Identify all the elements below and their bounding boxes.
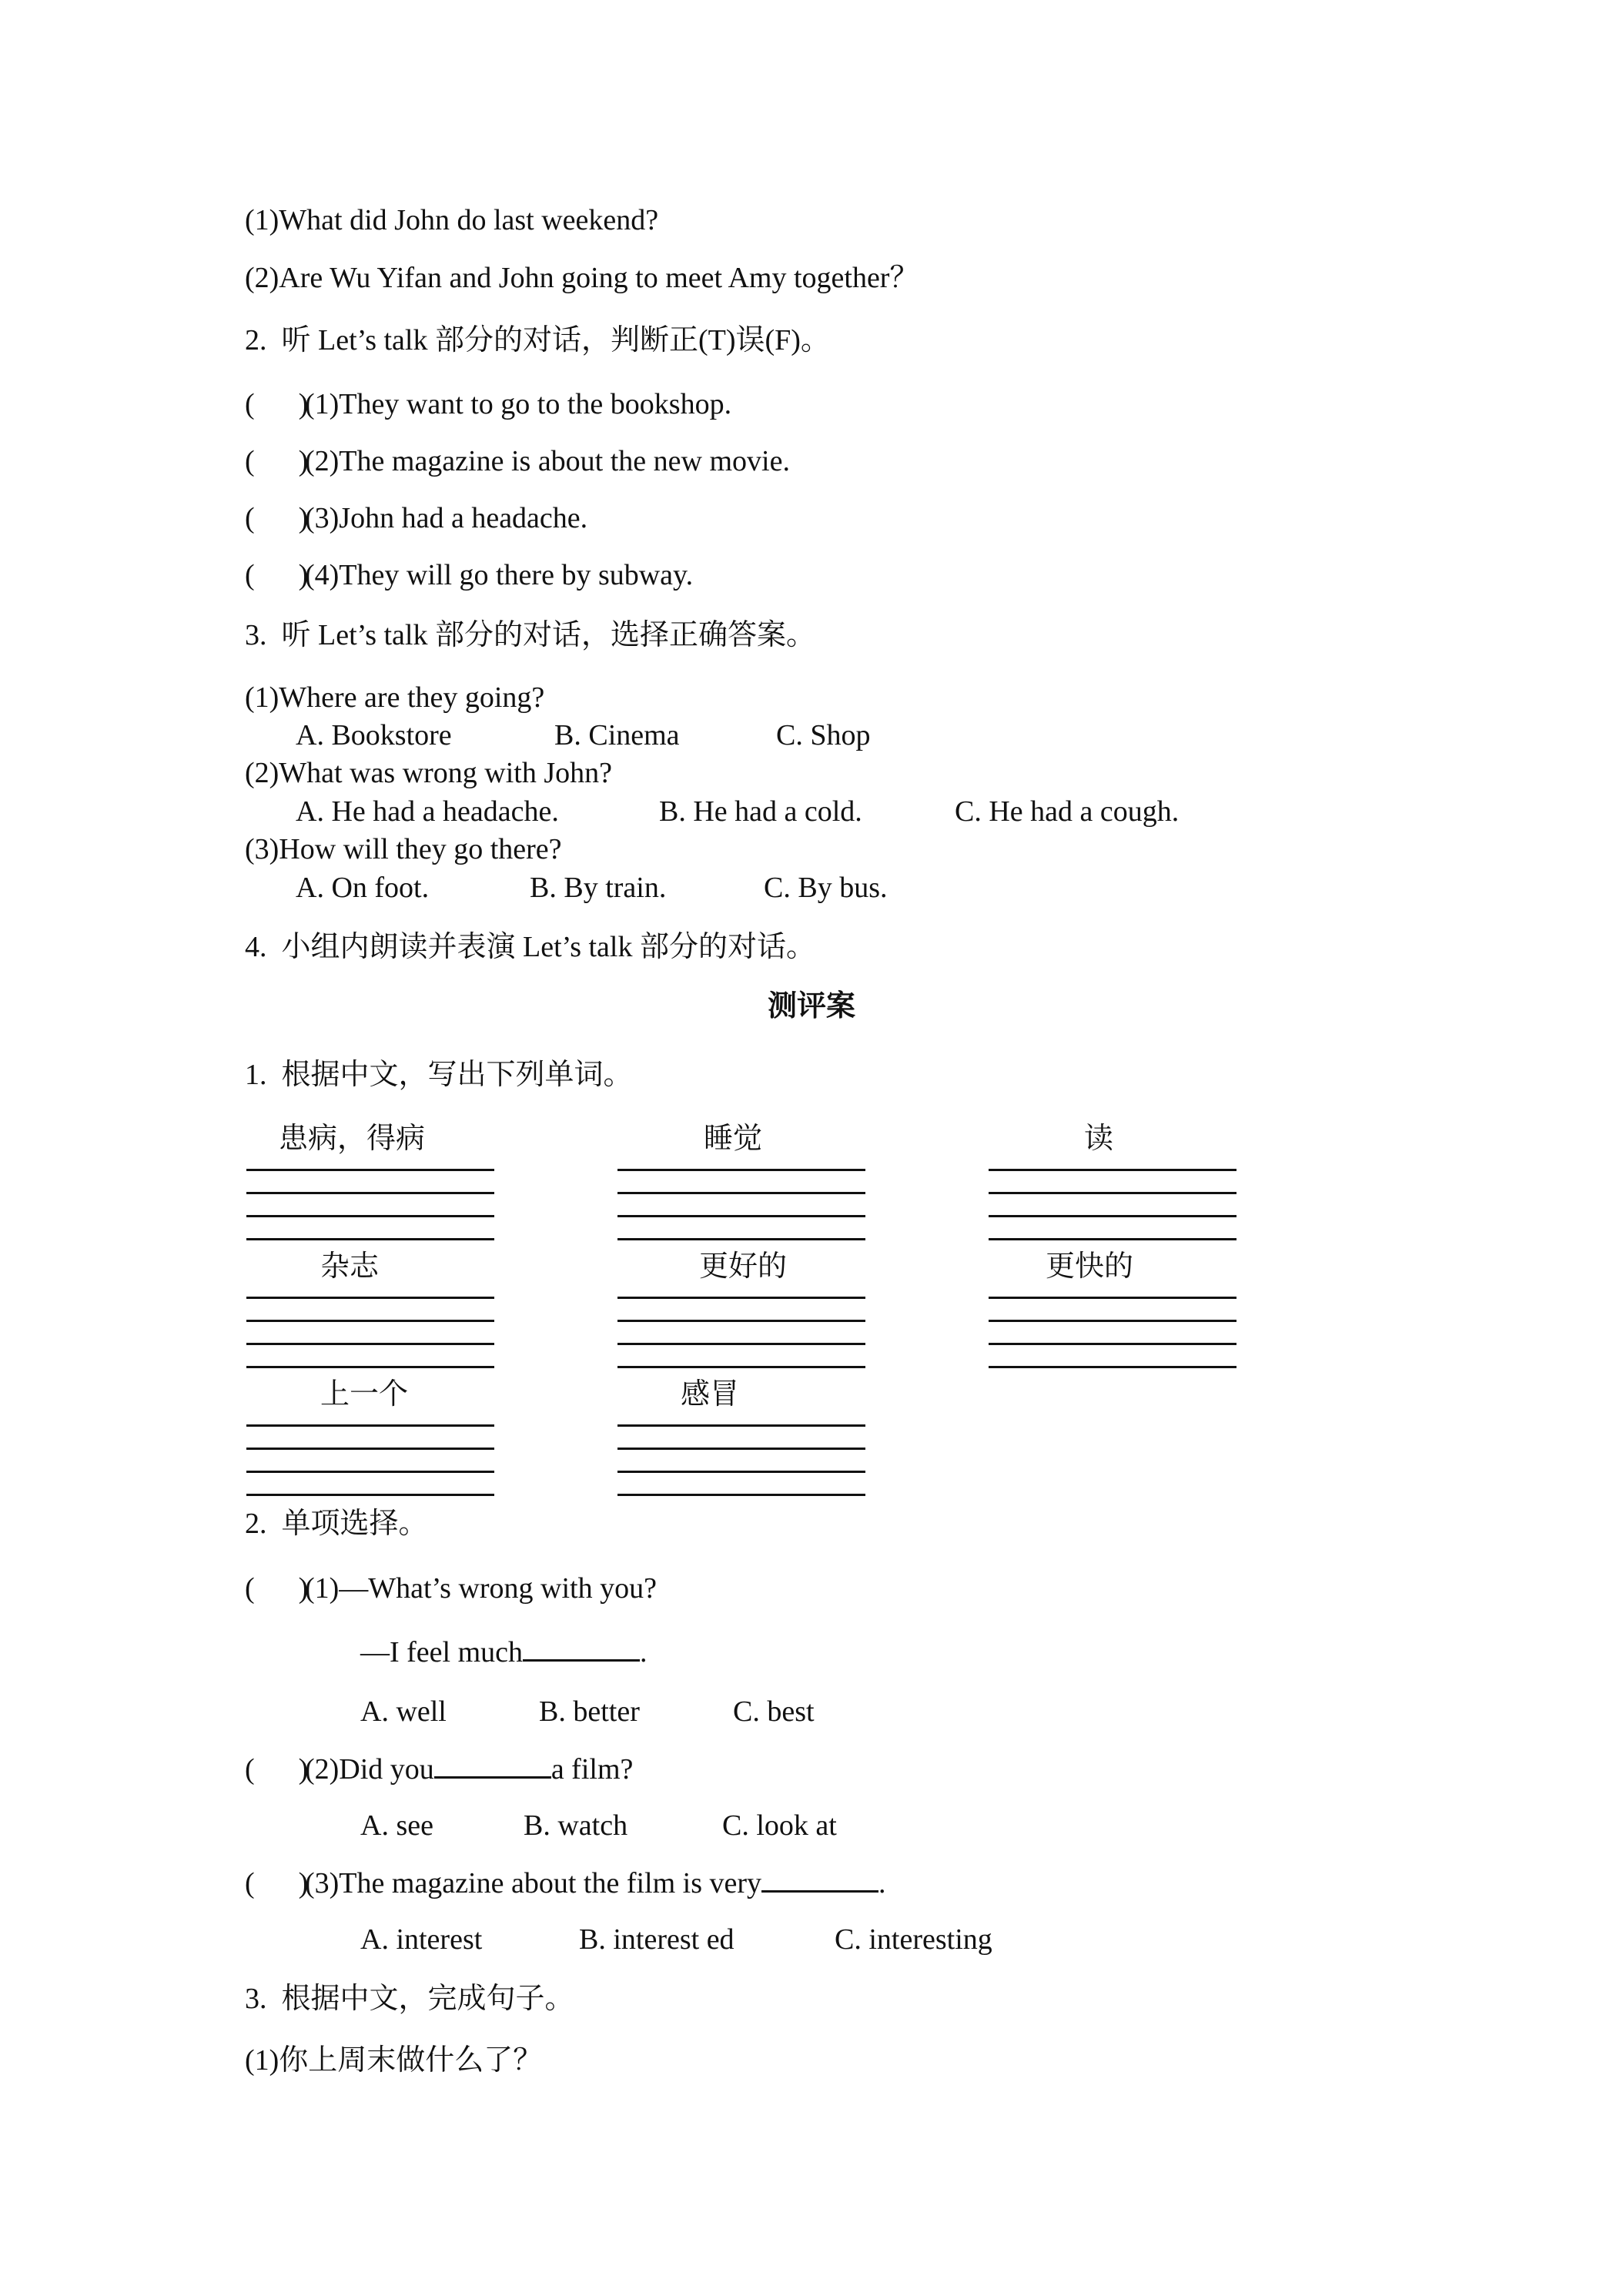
tf-statement: (3)John had a headache.: [305, 502, 588, 534]
tf-statement: (1)They want to go to the bookshop.: [305, 388, 732, 420]
tf-item-2: [245, 443, 790, 480]
choice-q2-option-c[interactable]: C. look at: [722, 1809, 837, 1842]
writing-line: [617, 1297, 865, 1299]
writing-line: [617, 1471, 865, 1473]
writing-line: [246, 1343, 494, 1345]
writing-line: [246, 1297, 494, 1299]
mc-question-1: (1)Where are they going?: [245, 681, 545, 714]
writing-line: [246, 1448, 494, 1450]
writing-line: [617, 1366, 865, 1368]
writing-line: [246, 1238, 494, 1240]
writing-line: [989, 1320, 1236, 1322]
tf-statement: (2)The magazine is about the new movie.: [305, 445, 790, 477]
choice-q1-reply: [360, 1633, 648, 1671]
eval3-heading: 3. 根据中文，完成句子。: [245, 1983, 574, 2015]
section-title: 测评案: [767, 989, 855, 1022]
writing-line: [617, 1448, 865, 1450]
choice-q2: [245, 1750, 633, 1788]
choice-q1-text: (1)—What’s wrong with you?: [305, 1572, 657, 1605]
writing-line: [989, 1238, 1236, 1240]
mc-option-3a[interactable]: A. On foot.: [296, 872, 430, 904]
tf-item-3: [245, 500, 587, 537]
writing-line: [617, 1238, 865, 1240]
writing-line: [617, 1192, 865, 1194]
choice-q2-option-b[interactable]: B. watch: [524, 1809, 628, 1842]
answer-blank[interactable]: [434, 1750, 551, 1779]
choice-q1: [245, 1570, 657, 1607]
choice-q3: [245, 1864, 886, 1902]
writing-line: [617, 1169, 865, 1171]
choice-q1-option-c[interactable]: C. best: [733, 1695, 815, 1728]
writing-line: [617, 1424, 865, 1427]
choice-q1-option-a[interactable]: A. well: [360, 1695, 447, 1728]
answer-blank[interactable]: [761, 1864, 878, 1893]
mc-option-2c[interactable]: C. He had a cough.: [955, 795, 1180, 828]
eval2-heading: 2. 单项选择。: [245, 1508, 428, 1540]
choice-q2-text: (2)Did you: [305, 1753, 434, 1786]
choice-q3-option-b[interactable]: B. interest ed: [579, 1923, 735, 1956]
word-label: 上一个: [320, 1378, 409, 1411]
translate-q1: (1)你上周末做什么了？: [245, 2044, 543, 2077]
mc-option-3b[interactable]: B. By train.: [530, 872, 667, 904]
mc-option-3c[interactable]: C. By bus.: [764, 872, 888, 904]
word-label: 更快的: [1046, 1250, 1134, 1283]
mc-question-3: (3)How will they go there?: [245, 833, 562, 865]
writing-line: [617, 1320, 865, 1322]
writing-line: [989, 1215, 1236, 1217]
word-label: 杂志: [320, 1250, 380, 1283]
answer-paren[interactable]: ( ): [245, 388, 309, 420]
mc-question-2: (2)What was wrong with John?: [245, 757, 613, 789]
part2-heading: 2. 听 Let’s talk 部分的对话，判断正(T)误(F)。: [245, 324, 830, 356]
mc-option-1a[interactable]: A. Bookstore: [296, 719, 452, 751]
question-1-2: (2)Are Wu Yifan and John going to meet Amy together？: [245, 262, 919, 294]
writing-line: [246, 1494, 494, 1496]
period: .: [878, 1867, 886, 1899]
word-label: 读: [1084, 1123, 1114, 1155]
writing-line: [989, 1366, 1236, 1368]
tf-item-1: [245, 386, 731, 423]
writing-line: [246, 1192, 494, 1194]
choice-q3-option-a[interactable]: A. interest: [360, 1923, 483, 1956]
writing-line: [246, 1215, 494, 1217]
answer-paren[interactable]: ( ): [245, 559, 309, 591]
writing-line: [246, 1169, 494, 1171]
writing-line: [246, 1366, 494, 1368]
word-label: 感冒: [681, 1378, 740, 1411]
writing-line: [246, 1471, 494, 1473]
period: .: [640, 1636, 648, 1668]
question-1-1: (1)What did John do last weekend?: [245, 204, 659, 236]
choice-q1-option-b[interactable]: B. better: [539, 1695, 640, 1728]
answer-paren[interactable]: ( ): [245, 1753, 309, 1786]
mc-option-1b[interactable]: B. Cinema: [554, 719, 680, 751]
writing-line: [989, 1169, 1236, 1171]
part4-heading: 4. 小组内朗读并表演 Let’s talk 部分的对话。: [245, 931, 815, 963]
tf-item-4: [245, 557, 693, 594]
mc-option-1c[interactable]: C. Shop: [776, 719, 871, 751]
choice-q3-text: (3)The magazine about the film is very: [305, 1867, 762, 1899]
writing-line: [246, 1424, 494, 1427]
answer-blank[interactable]: [523, 1633, 640, 1662]
word-label: 睡觉: [704, 1123, 763, 1155]
choice-q2-text-end: a film?: [550, 1753, 634, 1786]
answer-paren[interactable]: ( ): [245, 1572, 309, 1605]
eval1-heading: 1. 根据中文，写出下列单词。: [245, 1059, 633, 1091]
writing-line: [989, 1192, 1236, 1194]
choice-q1-reply-text: —I feel much: [360, 1636, 524, 1668]
writing-line: [617, 1343, 865, 1345]
answer-paren[interactable]: ( ): [245, 502, 309, 534]
writing-line: [989, 1297, 1236, 1299]
tf-statement: (4)They will go there by subway.: [305, 559, 694, 591]
choice-q3-option-c[interactable]: C. interesting: [835, 1923, 992, 1956]
choice-q2-option-a[interactable]: A. see: [360, 1809, 433, 1842]
word-label: 患病，得病: [279, 1123, 426, 1155]
writing-line: [617, 1494, 865, 1496]
part3-heading: 3. 听 Let’s talk 部分的对话，选择正确答案。: [245, 619, 815, 651]
word-label: 更好的: [699, 1250, 788, 1283]
writing-line: [246, 1320, 494, 1322]
writing-line: [617, 1215, 865, 1217]
answer-paren[interactable]: ( ): [245, 1867, 309, 1899]
mc-option-2b[interactable]: B. He had a cold.: [659, 795, 862, 828]
mc-option-2a[interactable]: A. He had a headache.: [296, 795, 559, 828]
writing-line: [989, 1343, 1236, 1345]
answer-paren[interactable]: ( ): [245, 445, 309, 477]
